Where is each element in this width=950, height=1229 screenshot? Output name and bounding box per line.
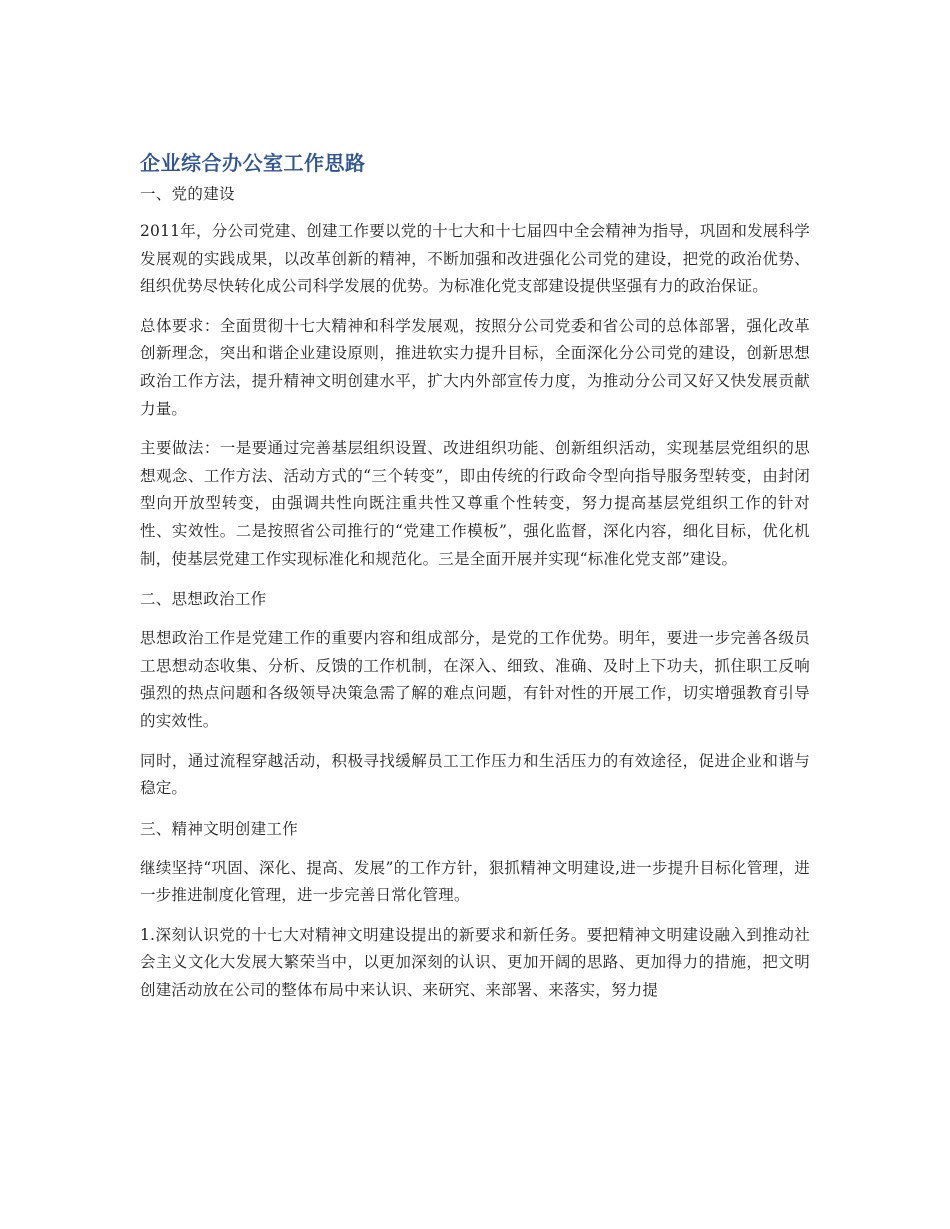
paragraph-main-practices: 主要做法：一是要通过完善基层组织设置、改进组织功能、创新组织活动，实现基层党组织的思想观念、工作方法、活动方式的“三个转变”，即由传统的行政命令型向指导服务型转变，由封闭型向开放型转变，由强调共性向既注重共性又尊重个性转变，努力提高基层党组织工作的针对性、实效性。二是按照省公司推行的“党建工作模板”，强化监督，深化内容，细化目标，优化机制，使基层党建工作实现标准化和规范化。三是全面开展并实现“标准化党支部”建设。: [140, 439, 810, 568]
paragraph-work-policy: 继续坚持“巩固、深化、提高、发展”的工作方针，狠抓精神文明建设,进一步提升目标化管理，进一步推进制度化管理，进一步完善日常化管理。: [140, 858, 810, 905]
section-heading-party-building: 一、党的建设: [140, 185, 235, 203]
section-heading-spiritual-civilization: 三、精神文明创建工作: [140, 819, 299, 838]
paragraph-party-building-2011: 2011年，分公司党建、创建工作要以党的十七大和十七届四中全会精神为指导，巩固和发展科学发展观的实践成果，以改革创新的精神，不断加强和改进强化公司党的建设，把党的政治优势、组织优势尽快转化成公司科学发展的优势。为标准化党支部建设提供坚强有力的政治保证。: [140, 222, 810, 296]
paragraph-overall-requirements: 总体要求：全面贯彻十七大精神和科学发展观，按照分公司党委和省公司的总体部署，强化改革创新理念，突出和谐企业建设原则，推进软实力提升目标，全面深化分公司党的建设，创新思想政治工作方法，提升精神文明创建水平，扩大内外部宣传力度，为推动分公司又好又快发展贡献力量。: [140, 316, 810, 418]
document-title: 企业综合办公室工作思路: [140, 151, 366, 175]
paragraph-ideological-work: 思想政治工作是党建工作的重要内容和组成部分，是党的工作优势。明年，要进一步完善各级员工思想动态收集、分析、反馈的工作机制，在深入、细致、准确、及时上下功夫，抓住职工反响强烈的热点问题和各级领导决策急需了解的难点问题，有针对性的开展工作，切实增强教育引导的实效性。: [140, 629, 810, 730]
section-heading-ideological-work: 二、思想政治工作: [140, 590, 267, 609]
document-content: [140, 146, 810, 1005]
paragraph-process-activities: 同时，通过流程穿越活动，积极寻找缓解员工工作压力和生活压力的有效途径，促进企业和谐与稳定。: [140, 751, 810, 798]
paragraph-item-1: 1.深刻认识党的十七大对精神文明建设提出的新要求和新任务。要把精神文明建设融入到推动社会主义文化大发展大繁荣当中，以更加深刻的认识、更加开阔的思路、更加得力的措施，把文明创建活动放在公司的整体布局中来认识、来研究、来部署、来落实，努力提: [140, 925, 810, 1000]
